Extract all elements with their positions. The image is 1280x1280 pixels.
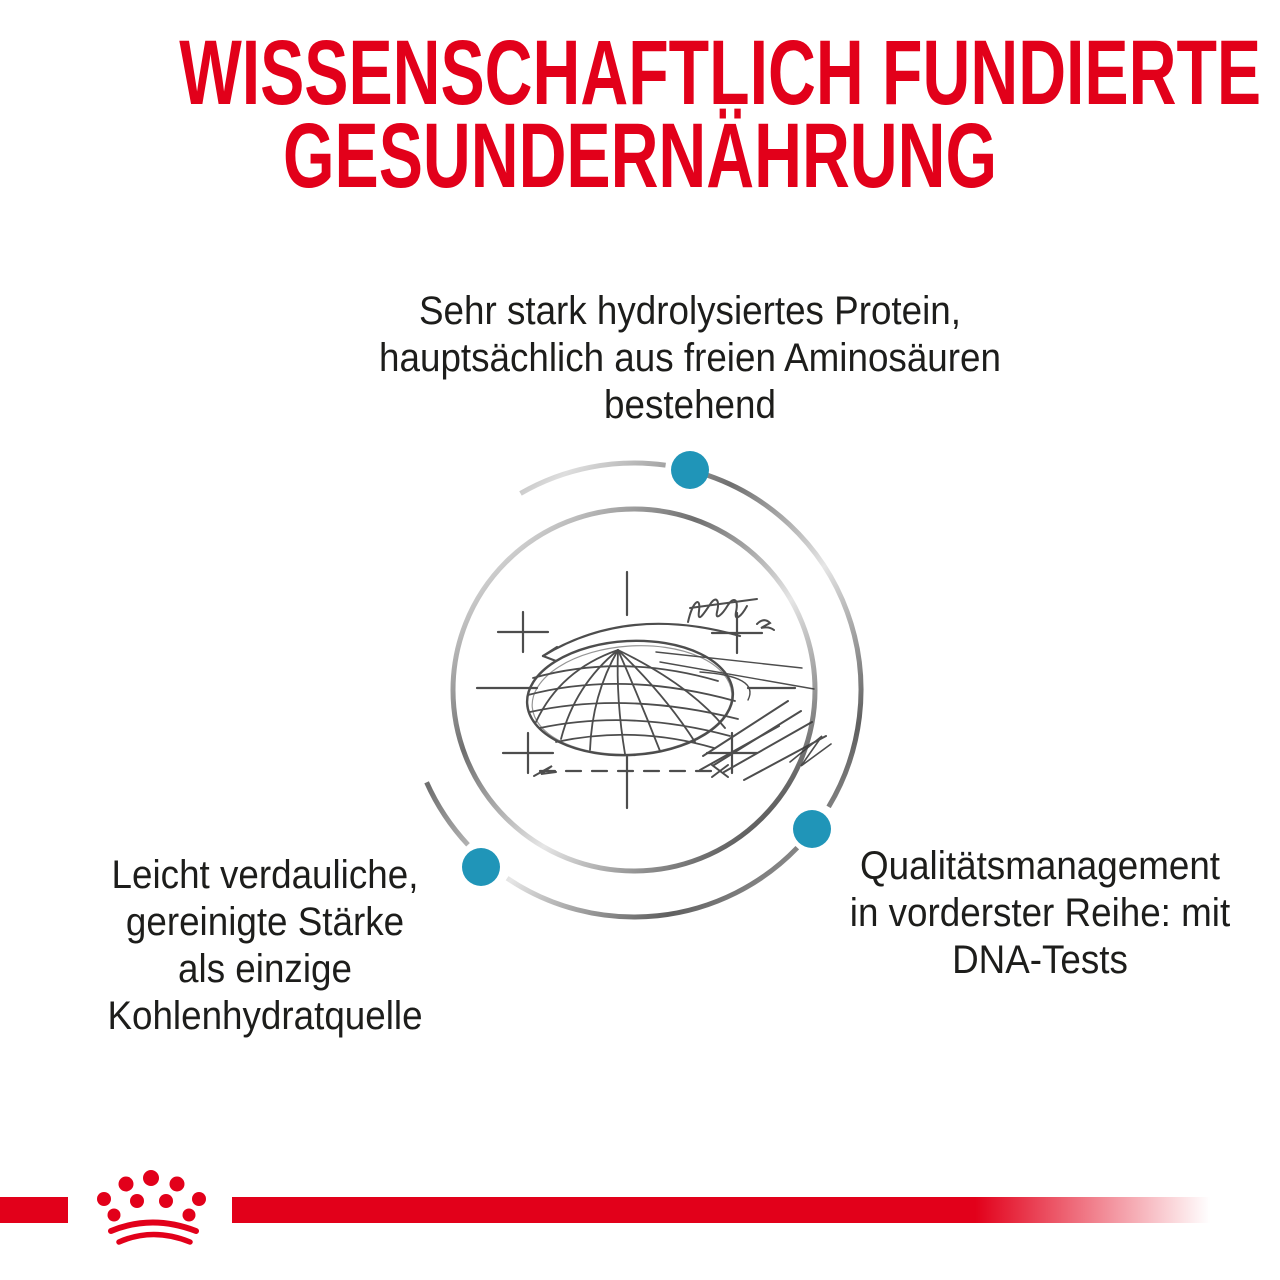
callout-quality-line-3: DNA-Tests xyxy=(952,938,1128,982)
callout-quality-line-1: Qualitätsmanagement xyxy=(859,844,1221,888)
callout-starch-line-2: gereinigte Stärke xyxy=(125,900,405,944)
orbit-dot-top xyxy=(671,451,709,489)
callout-protein-line-2: hauptsächlich aus freien Aminosäuren xyxy=(379,336,1001,380)
callout-protein xyxy=(368,288,1012,429)
callout-starch-line-3: als einzige xyxy=(178,947,352,991)
orbit-ring-inner xyxy=(453,509,815,871)
callout-starch-line-4: Kohlenhydratquelle xyxy=(107,994,423,1038)
page-title-line-2: GESUNDERNÄHRUNG xyxy=(283,105,997,207)
signature-scribble xyxy=(688,599,774,630)
callout-starch-line-1: Leicht verdauliche, xyxy=(111,853,419,897)
callout-starch xyxy=(58,852,472,1040)
callout-quality xyxy=(828,843,1251,984)
callout-protein-line-3: bestehend xyxy=(604,383,776,427)
callout-quality-line-2: in vorderster Reihe: mit xyxy=(849,891,1231,935)
callout-protein-line-1: Sehr stark hydrolysiertes Protein, xyxy=(419,289,961,333)
royal-canin-crown-logo xyxy=(90,1168,215,1250)
orbit-ring-outer xyxy=(427,463,861,917)
page-title xyxy=(179,22,1262,207)
footer-band xyxy=(232,1197,1210,1223)
orbit-dot-right xyxy=(793,810,831,848)
footer-band-left xyxy=(0,1197,68,1223)
page-title-line-1: WISSENSCHAFTLICH FUNDIERTE xyxy=(179,22,1262,124)
kibble-sketch xyxy=(477,572,831,808)
